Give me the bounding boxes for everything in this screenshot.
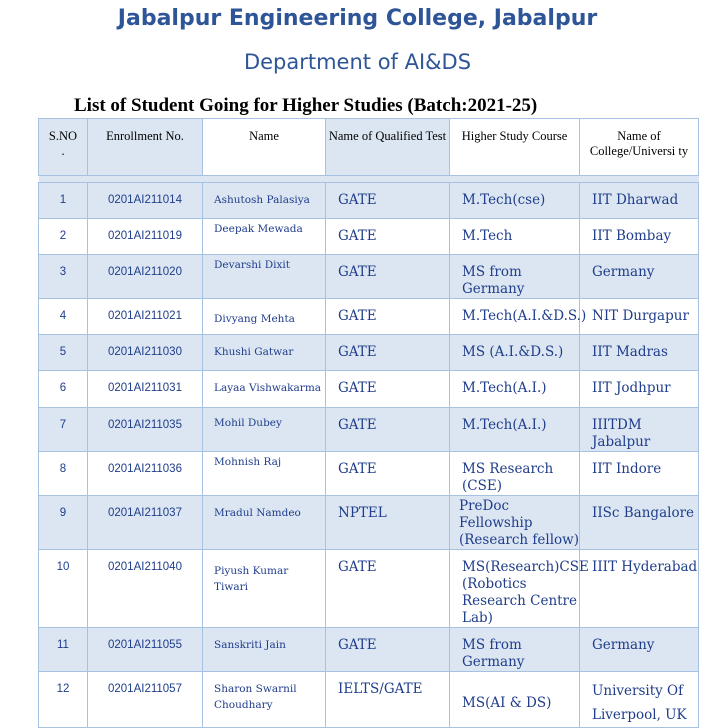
table-row bbox=[39, 672, 699, 728]
cell-college bbox=[580, 299, 699, 335]
cell-course-text: M.Tech(A.I.) bbox=[462, 380, 547, 396]
cell-sno-text: 9 bbox=[59, 507, 67, 519]
cell-college bbox=[580, 335, 699, 371]
table-header-row bbox=[39, 119, 699, 176]
cell-name-text: Divyang Mehta bbox=[214, 313, 295, 325]
cell-course bbox=[450, 550, 589, 628]
cell-test bbox=[326, 628, 450, 672]
cell-test-text: GATE bbox=[338, 461, 377, 477]
cell-name bbox=[203, 628, 326, 672]
cell-enrollment bbox=[88, 335, 203, 371]
cell-college-text: University Of Liverpool, UK bbox=[592, 683, 687, 723]
cell-enrollment-text: 0201AI211036 bbox=[108, 463, 182, 475]
spacer-cell bbox=[39, 176, 88, 183]
cell-college-text: IIT Jodhpur bbox=[592, 380, 671, 396]
cell-course bbox=[450, 335, 580, 371]
cell-name-text: Khushi Gatwar bbox=[214, 346, 294, 358]
department-title: Department of AI&DS bbox=[243, 50, 472, 74]
cell-test-text: GATE bbox=[338, 308, 377, 324]
cell-sno bbox=[39, 335, 88, 371]
cell-college-text: NIT Durgapur bbox=[592, 308, 689, 324]
cell-course bbox=[450, 496, 580, 550]
cell-test bbox=[326, 672, 450, 728]
cell-enrollment-text: 0201AI211031 bbox=[108, 382, 182, 394]
table-row bbox=[39, 371, 699, 408]
cell-sno-text: 4 bbox=[59, 310, 67, 322]
cell-college-text: IIT Indore bbox=[592, 461, 662, 477]
cell-college bbox=[580, 408, 699, 452]
cell-name bbox=[203, 183, 326, 219]
cell-test-text: NPTEL bbox=[338, 505, 387, 521]
cell-test-text: GATE bbox=[338, 380, 377, 396]
cell-course-text: MS (A.I.&D.S.) bbox=[462, 344, 564, 360]
cell-sno-text: 11 bbox=[57, 639, 69, 651]
cell-test bbox=[326, 496, 450, 550]
cell-enrollment-text: 0201AI211035 bbox=[108, 419, 182, 431]
column-header-name: Name bbox=[203, 119, 326, 176]
cell-college bbox=[580, 672, 699, 728]
cell-college-text: Germany bbox=[592, 264, 655, 280]
cell-enrollment bbox=[88, 299, 203, 335]
cell-name bbox=[203, 672, 326, 728]
table-body bbox=[39, 176, 699, 728]
cell-enrollment bbox=[88, 452, 203, 496]
cell-enrollment bbox=[88, 408, 203, 452]
table-row bbox=[39, 183, 699, 219]
table-row bbox=[39, 299, 699, 335]
cell-college bbox=[580, 550, 699, 628]
cell-enrollment-text: 0201AI211021 bbox=[108, 310, 182, 322]
cell-sno bbox=[39, 672, 88, 728]
cell-course-text: PreDoc Fellowship (Research fellow) bbox=[459, 498, 579, 548]
table-row bbox=[39, 628, 699, 672]
cell-sno-text: 7 bbox=[59, 419, 67, 431]
cell-sno bbox=[39, 628, 88, 672]
cell-course bbox=[450, 219, 580, 255]
cell-name-text: Ashutosh Palasiya bbox=[214, 194, 310, 206]
cell-name bbox=[203, 219, 326, 255]
cell-enrollment bbox=[88, 255, 203, 299]
cell-course-text: MS from Germany bbox=[462, 264, 525, 297]
cell-test-text: GATE bbox=[338, 417, 377, 433]
column-header-test: Name of Qualified Test bbox=[326, 119, 450, 176]
cell-college-text: Germany bbox=[592, 637, 655, 653]
cell-course-text: M.Tech(cse) bbox=[462, 192, 546, 208]
cell-test bbox=[326, 452, 450, 496]
cell-name-text: Mohil Dubey bbox=[214, 417, 282, 429]
cell-enrollment bbox=[88, 672, 203, 728]
cell-sno bbox=[39, 550, 88, 628]
cell-name-text: Piyush Kumar Tiwari bbox=[214, 565, 289, 593]
table-row bbox=[39, 335, 699, 371]
spacer-cell bbox=[450, 176, 580, 183]
column-header-college: Name of College/Universi ty bbox=[580, 119, 699, 176]
table-row bbox=[39, 496, 699, 550]
cell-course-text: MS from Germany bbox=[462, 637, 525, 670]
cell-enrollment bbox=[88, 628, 203, 672]
cell-college bbox=[580, 183, 699, 219]
cell-sno-text: 6 bbox=[59, 382, 67, 394]
cell-test bbox=[326, 219, 450, 255]
spacer-cell bbox=[88, 176, 203, 183]
cell-course-text: MS(AI & DS) bbox=[462, 695, 552, 711]
cell-sno bbox=[39, 408, 88, 452]
cell-test bbox=[326, 335, 450, 371]
cell-sno-text: 3 bbox=[59, 266, 67, 278]
cell-sno-text: 5 bbox=[59, 346, 67, 358]
cell-course-text: M.Tech bbox=[462, 228, 513, 244]
cell-test-text: GATE bbox=[338, 228, 377, 244]
cell-college-text: IIITDM Jabalpur bbox=[592, 417, 651, 450]
cell-name bbox=[203, 371, 326, 408]
cell-course bbox=[450, 628, 580, 672]
cell-name-text: Sharon Swarnil Choudhary bbox=[214, 683, 297, 711]
cell-college bbox=[580, 496, 699, 550]
cell-test bbox=[326, 183, 450, 219]
table-spacer-row bbox=[39, 176, 699, 183]
cell-college-text: IIT Bombay bbox=[592, 228, 672, 244]
cell-course-text: M.Tech(A.I.&D.S.) bbox=[462, 308, 587, 324]
cell-name bbox=[203, 550, 326, 628]
cell-college bbox=[580, 219, 699, 255]
students-table bbox=[38, 118, 699, 728]
cell-college-text: IIT Dharwad bbox=[592, 192, 679, 208]
cell-test-text: GATE bbox=[338, 192, 377, 208]
table-row bbox=[39, 255, 699, 299]
cell-sno-text: 1 bbox=[59, 194, 67, 206]
cell-course-text: MS Research (CSE) bbox=[462, 461, 554, 494]
cell-name-text: Mohnish Raj bbox=[214, 456, 282, 468]
cell-course bbox=[450, 299, 587, 335]
cell-test-text: GATE bbox=[338, 637, 377, 653]
table-row bbox=[39, 452, 699, 496]
cell-sno-text: 2 bbox=[59, 230, 67, 242]
cell-enrollment-text: 0201AI211014 bbox=[108, 194, 182, 206]
cell-test bbox=[326, 408, 450, 452]
cell-name bbox=[203, 299, 326, 335]
column-header-course: Higher Study Course bbox=[450, 119, 580, 176]
cell-enrollment-text: 0201AI211055 bbox=[108, 639, 182, 651]
spacer-cell bbox=[580, 176, 699, 183]
cell-sno bbox=[39, 496, 88, 550]
cell-name-text: Devarshi Dixit bbox=[214, 259, 290, 271]
cell-sno-text: 12 bbox=[56, 683, 70, 695]
cell-enrollment-text: 0201AI211057 bbox=[108, 683, 182, 695]
cell-college bbox=[580, 628, 699, 672]
cell-enrollment-text: 0201AI211040 bbox=[108, 561, 182, 573]
cell-name-text: Mradul Namdeo bbox=[214, 507, 301, 519]
cell-sno bbox=[39, 255, 88, 299]
table-row bbox=[39, 550, 699, 628]
cell-enrollment-text: 0201AI211019 bbox=[108, 230, 182, 242]
cell-college-text: IIIT Hyderabad bbox=[592, 559, 698, 575]
cell-enrollment bbox=[88, 183, 203, 219]
spacer-cell bbox=[203, 176, 326, 183]
cell-test-text: GATE bbox=[338, 344, 377, 360]
cell-name bbox=[203, 255, 326, 299]
cell-college-text: IIT Madras bbox=[592, 344, 668, 360]
cell-course bbox=[450, 408, 580, 452]
cell-college bbox=[580, 371, 699, 408]
cell-college-text: IISc Bangalore bbox=[592, 505, 695, 521]
table-row bbox=[39, 408, 699, 452]
cell-enrollment bbox=[88, 550, 203, 628]
cell-course-text: MS(Research)CSE (Robotics Research Centre Lab) bbox=[462, 559, 589, 626]
cell-name-text: Layaa Vishwakarma bbox=[214, 382, 322, 394]
cell-course bbox=[450, 371, 580, 408]
cell-enrollment-text: 0201AI211020 bbox=[108, 266, 182, 278]
cell-enrollment-text: 0201AI211030 bbox=[108, 346, 182, 358]
cell-enrollment bbox=[88, 371, 203, 408]
cell-name bbox=[203, 452, 326, 496]
cell-sno bbox=[39, 183, 88, 219]
cell-sno-text: 8 bbox=[59, 463, 67, 475]
cell-test bbox=[326, 299, 450, 335]
college-title: Jabalpur Engineering College, Jabalpur bbox=[117, 6, 598, 31]
cell-name-text: Sanskriti Jain bbox=[214, 639, 286, 651]
cell-name bbox=[203, 335, 326, 371]
cell-test bbox=[326, 550, 450, 628]
cell-sno bbox=[39, 299, 88, 335]
list-title: List of Student Going for Higher Studies (Batch:2021-25) bbox=[74, 95, 538, 116]
cell-test-text: GATE bbox=[338, 264, 377, 280]
cell-course-text: M.Tech(A.I.) bbox=[462, 417, 547, 433]
cell-course bbox=[450, 183, 580, 219]
cell-test bbox=[326, 255, 450, 299]
spacer-cell bbox=[326, 176, 450, 183]
cell-test bbox=[326, 371, 450, 408]
cell-course bbox=[450, 452, 580, 496]
cell-sno bbox=[39, 219, 88, 255]
cell-course bbox=[450, 255, 580, 299]
cell-sno bbox=[39, 371, 88, 408]
cell-college bbox=[580, 255, 699, 299]
cell-enrollment bbox=[88, 496, 203, 550]
cell-course bbox=[450, 672, 580, 728]
column-header-enrollment: Enrollment No. bbox=[88, 119, 203, 176]
cell-college bbox=[580, 452, 699, 496]
cell-test-text: GATE bbox=[338, 559, 377, 575]
table-row bbox=[39, 219, 699, 255]
column-header-sno: S.NO . bbox=[39, 119, 88, 176]
cell-enrollment bbox=[88, 219, 203, 255]
cell-test-text: IELTS/GATE bbox=[338, 681, 423, 697]
cell-sno-text: 10 bbox=[56, 561, 70, 573]
cell-name bbox=[203, 496, 326, 550]
cell-name-text: Deepak Mewada bbox=[214, 223, 303, 235]
cell-enrollment-text: 0201AI211037 bbox=[108, 507, 182, 519]
cell-sno bbox=[39, 452, 88, 496]
cell-name bbox=[203, 408, 326, 452]
